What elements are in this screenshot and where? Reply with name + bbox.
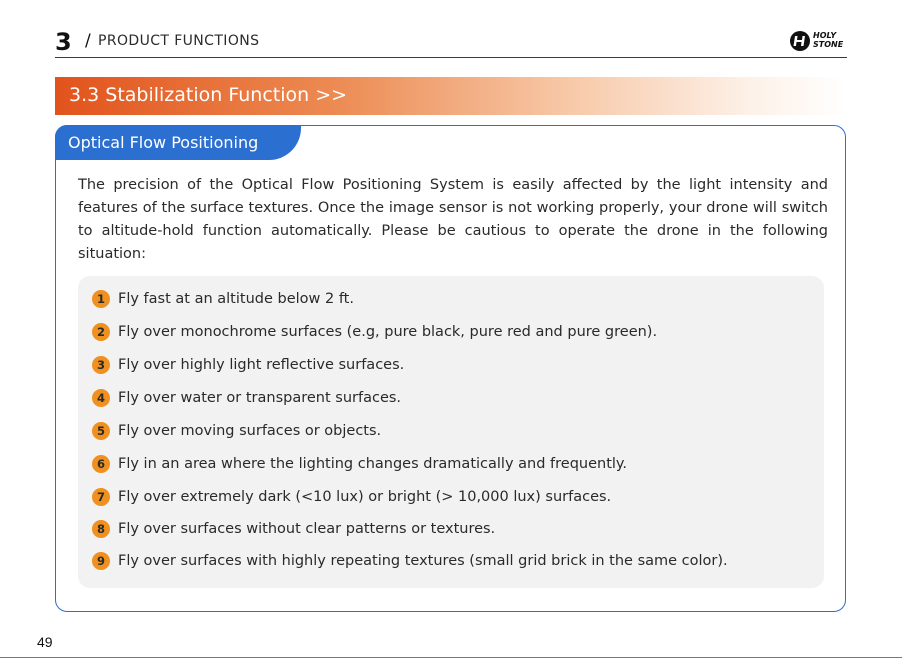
intro-paragraph: The precision of the Optical Flow Positioning System is easily affected by the light intensity and features of the surface textures. Once the image sensor is not working properly, your drone will switch to altitude-hold function automatically. Please be cautious to operate the drone in the following situation: [78, 177, 828, 262]
list-item [92, 354, 404, 376]
number-badge: 3 [92, 356, 110, 374]
footer-divider [0, 657, 902, 658]
optical-flow-card [55, 125, 846, 612]
number-badge: 1 [92, 290, 110, 308]
chapter-title: PRODUCT FUNCTIONS [98, 33, 260, 49]
number-badge: 6 [92, 455, 110, 473]
list-item-text: Fly over extremely dark (<10 lux) or bright (> 10,000 lux) surfaces. [118, 489, 612, 505]
header-separator: / [85, 31, 91, 51]
chapter-number: 3 [55, 28, 71, 56]
list-item-text: Fly over surfaces with highly repeating textures (small grid brick in the same color). [118, 553, 728, 569]
number-badge: 5 [92, 422, 110, 440]
header-divider [55, 57, 847, 58]
number-badge: 8 [92, 520, 110, 538]
list-item [92, 453, 627, 475]
number-badge: 7 [92, 488, 110, 506]
list-item-text: Fly over highly light reflective surfaces. [118, 357, 405, 373]
list-item [92, 550, 728, 572]
list-item [92, 321, 657, 343]
number-badge: 2 [92, 323, 110, 341]
list-item-text: Fly over monochrome surfaces (e.g, pure black, pure red and pure green). [118, 324, 658, 340]
card-tab-label: Optical Flow Positioning [68, 133, 259, 152]
brand-logo [789, 28, 847, 54]
list-item [92, 420, 381, 442]
list-item-text: Fly over water or transparent surfaces. [118, 390, 402, 406]
list-item-text: Fly over surfaces without clear patterns or textures. [118, 521, 496, 537]
list-item-text: Fly fast at an altitude below 2 ft. [118, 291, 354, 307]
brand-name-line1: HOLY [813, 31, 837, 40]
brand-name [813, 31, 843, 49]
page-header [55, 28, 847, 58]
section-title: 3.3 Stabilization Function >> [69, 84, 348, 106]
number-badge: 9 [92, 552, 110, 570]
section-banner [55, 77, 847, 115]
holy-stone-logo-icon [789, 30, 811, 52]
brand-name-line2: STONE [813, 40, 844, 49]
list-item [92, 387, 401, 409]
list-item [92, 486, 611, 508]
number-badge: 4 [92, 389, 110, 407]
list-item [92, 288, 354, 310]
card-tab [55, 125, 301, 160]
list-item [92, 518, 495, 540]
list-item-text: Fly in an area where the lighting changes dramatically and frequently. [118, 456, 628, 472]
situation-list-box [78, 276, 824, 588]
page-number: 49 [37, 634, 53, 650]
list-item-text: Fly over moving surfaces or objects. [118, 423, 382, 439]
